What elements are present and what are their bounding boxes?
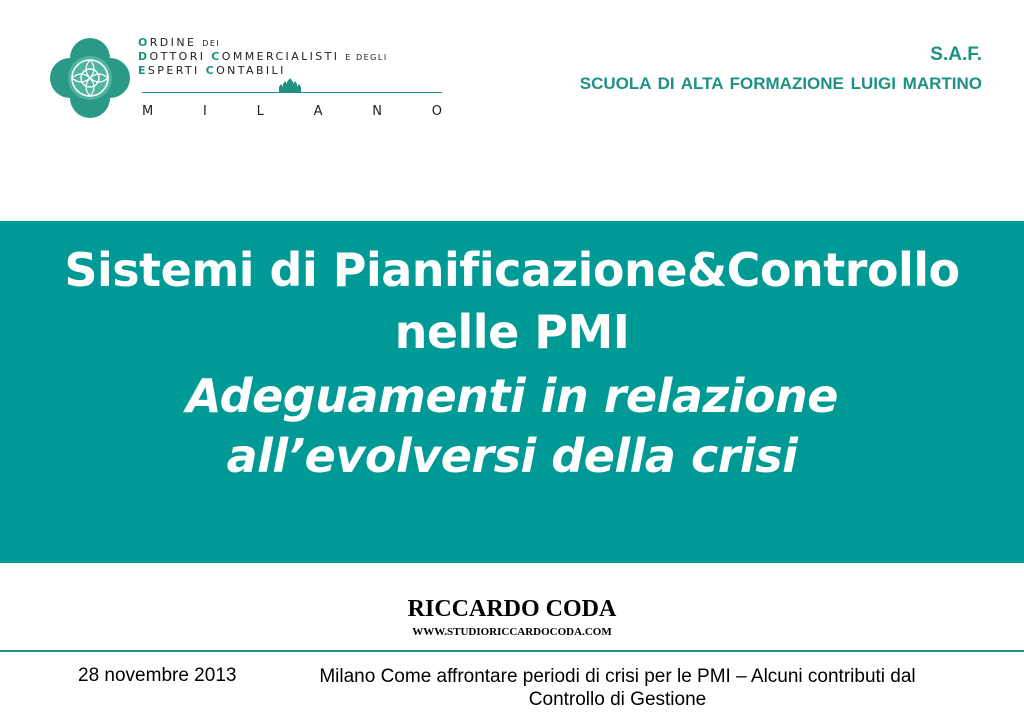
city-letter: O [431, 104, 442, 119]
city-letter: I [202, 104, 207, 119]
org-word: SPERTI [147, 64, 200, 77]
school-abbreviation: S.A.F. [930, 44, 982, 65]
footer-divider [0, 650, 1024, 652]
logo-divider [142, 92, 442, 93]
org-line-dottori [138, 50, 388, 63]
org-word: ONTABILI [216, 64, 286, 77]
organization-logo-text [138, 36, 442, 126]
org-line-esperti [138, 64, 286, 77]
org-line-ordine [138, 36, 220, 49]
org-word: OMMERCIALISTI [221, 50, 340, 63]
org-initial: E [138, 64, 148, 77]
title-band [0, 221, 1024, 563]
footer-date: 28 novembre 2013 [78, 665, 237, 686]
org-word: RDINE [149, 36, 197, 49]
org-initial: O [138, 36, 150, 49]
org-initial: C [211, 50, 222, 63]
org-small-word: DEI [202, 39, 221, 48]
presentation-title-line1: Sistemi di Pianificazione&Controllo [64, 243, 960, 297]
org-initial: C [205, 64, 217, 77]
author-website: WWW.STUDIORICCARDOCODA.COM [412, 626, 612, 638]
city-letter: N [372, 104, 382, 119]
presentation-title-line2: nelle PMI [394, 305, 630, 359]
org-small-word: E DEGLI [345, 53, 388, 62]
cathedral-skyline-icon [278, 78, 302, 92]
city-letter: A [313, 104, 323, 119]
presentation-subtitle-line1: Adeguamenti in relazione [186, 369, 838, 423]
author-name: RICCARDO CODA [407, 596, 617, 622]
flower-emblem-icon [48, 36, 132, 120]
city-letter: M [142, 104, 154, 119]
footer-event-description: Milano Come affrontare periodi di crisi per le PMI – Alcuni contributi dal Controllo di Gestione [319, 666, 916, 710]
org-word: OTTORI [149, 50, 206, 63]
city-name-milano [142, 104, 442, 119]
school-name: SCUOLA DI ALTA FORMAZIONE LUIGI MARTINO [579, 74, 982, 93]
org-initial: D [138, 50, 150, 63]
city-letter: L [256, 104, 264, 119]
presentation-subtitle-line2: all’evolversi della crisi [226, 429, 798, 483]
